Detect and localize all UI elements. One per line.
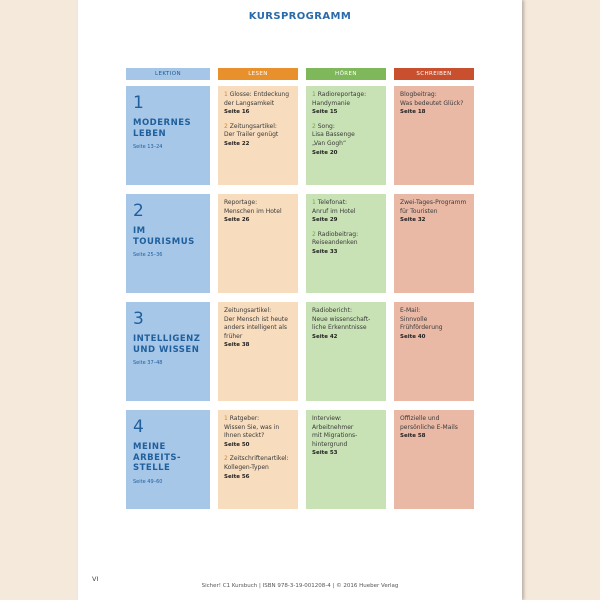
hoeren-cell-1 [306, 86, 386, 185]
hoeren-cell-3 [306, 302, 386, 401]
hoeren-entry [312, 199, 380, 225]
entry-text: Glosse: Entdeckung der Langsamkeit [224, 91, 290, 107]
schreiben-cell-1 [394, 86, 474, 185]
lesen-cell-4 [218, 410, 298, 509]
lektion-pages: Seite 49–60 [133, 478, 163, 485]
entry-page: Seite 33 [312, 248, 338, 255]
entry-page: Seite 22 [224, 140, 250, 147]
hoeren-cell-2 [306, 194, 386, 293]
schreiben-cell-4 [394, 410, 474, 509]
entry-number: 1 [224, 91, 230, 98]
entry-number: 1 [224, 415, 230, 422]
page-number: VI [92, 575, 99, 583]
schreiben-entry [400, 199, 468, 225]
entry-text: E-Mail: Sinnvolle Frühförderung [400, 307, 443, 332]
entry-text: Song: Lisa Bassenge „Van Gogh“ [312, 122, 355, 147]
lesen-entry [224, 199, 292, 225]
lektion-pages: Seite 25–36 [133, 252, 163, 258]
entry-text: Interview: Arbeitnehmer mit Migrations- hintergrund [312, 415, 358, 448]
entry-text: Zwei-Tages-Programm für Touristen [400, 199, 467, 215]
lektion-number: 3 [133, 309, 144, 329]
schreiben-entry [400, 91, 468, 117]
entry-text: Radioreportage: Handymanie [312, 91, 367, 107]
entry-text: Reportage: Menschen im Hotel [224, 199, 282, 215]
lesen-cell-1 [218, 86, 298, 185]
entry-page: Seite 20 [312, 149, 338, 156]
entry-text: Radiobeitrag: Reiseandenken [312, 230, 359, 247]
lektion-title: IM TOURISMUS [133, 226, 195, 247]
lektion-cell-1 [126, 86, 210, 185]
entry-page: Seite 58 [400, 433, 426, 440]
hoeren-entry [312, 307, 380, 341]
schreiben-cell-2 [394, 194, 474, 293]
entry-page: Seite 18 [400, 109, 426, 116]
page-title: KURSPROGRAMM [248, 11, 352, 22]
lesen-entry [224, 123, 292, 149]
entry-page: Seite 42 [312, 333, 338, 340]
lesen-cell-3 [218, 302, 298, 401]
entry-number: 2 [224, 122, 230, 130]
lesen-entry [224, 307, 292, 350]
lesen-cell-2 [218, 194, 298, 293]
lektion-title: MEINE ARBEITS- STELLE [133, 442, 182, 473]
book-page [78, 0, 522, 600]
entry-page: Seite 16 [224, 109, 250, 116]
lektion-cell-2 [126, 194, 210, 293]
schreiben-cell-3 [394, 302, 474, 401]
lektion-number: 1 [133, 93, 144, 113]
hoeren-cell-4 [306, 410, 386, 509]
hoeren-entry [312, 231, 380, 257]
entry-page: Seite 56 [224, 473, 250, 480]
entry-page: Seite 15 [312, 109, 338, 116]
schreiben-entry [400, 307, 468, 341]
schreiben-entry [400, 415, 468, 441]
header-lesen: LESEN [218, 68, 298, 80]
lektion-cell-4 [126, 410, 210, 509]
entry-page: Seite 50 [224, 441, 250, 448]
entry-page: Seite 40 [400, 333, 426, 340]
entry-page: Seite 38 [224, 342, 250, 349]
entry-text: Zeitschriftenartikel: Kollegen-Typen [224, 455, 289, 471]
header-hoeren: HÖREN [306, 68, 386, 80]
entry-number: 1 [312, 199, 318, 206]
entry-page: Seite 26 [224, 217, 250, 224]
lektion-title: MODERNES LEBEN [133, 118, 192, 139]
entry-number: 2 [312, 230, 318, 238]
entry-text: Zeitungsartikel: Der Trailer genügt [224, 122, 279, 139]
header-schreiben: SCHREIBEN [394, 68, 474, 80]
entry-number: 2 [312, 122, 318, 130]
lesen-entry [224, 455, 292, 481]
entry-text: Ratgeber: Wissen Sie, was in Ihnen steckt? [224, 415, 280, 440]
entry-text: Radiobericht: Neue wissenschaft- liche Erkenntnisse [312, 307, 371, 332]
lektion-title: INTELLIGENZ UND WISSEN [133, 334, 201, 355]
entry-page: Seite 29 [312, 217, 338, 224]
entry-number: 2 [224, 455, 230, 463]
entry-number: 1 [312, 91, 318, 98]
lesen-entry [224, 91, 292, 117]
footer-imprint: Sicher! C1 Kursbuch | ISBN 978-3-19-001208-4 | © 2016 Hueber Verlag [201, 583, 399, 589]
entry-text: Offizielle und persönliche E-Mails [400, 415, 458, 431]
header-lektion: LEKTION [126, 68, 210, 80]
entry-page: Seite 53 [312, 450, 338, 457]
entry-page: Seite 32 [400, 217, 426, 224]
lektion-pages: Seite 13–24 [133, 144, 163, 150]
lesen-entry [224, 415, 292, 449]
lektion-cell-3 [126, 302, 210, 401]
lektion-number: 4 [133, 417, 144, 437]
lektion-number: 2 [133, 201, 144, 221]
hoeren-entry [312, 91, 380, 117]
hoeren-entry [312, 415, 380, 458]
entry-text: Zeitungsartikel: Der Mensch ist heute anders intelligent als früher [224, 307, 288, 340]
entry-text: Blogbeitrag: Was bedeutet Glück? [400, 91, 464, 107]
hoeren-entry [312, 123, 380, 157]
lektion-pages: Seite 37–48 [133, 360, 163, 366]
entry-text: Telefonat: Anruf im Hotel [312, 199, 356, 215]
